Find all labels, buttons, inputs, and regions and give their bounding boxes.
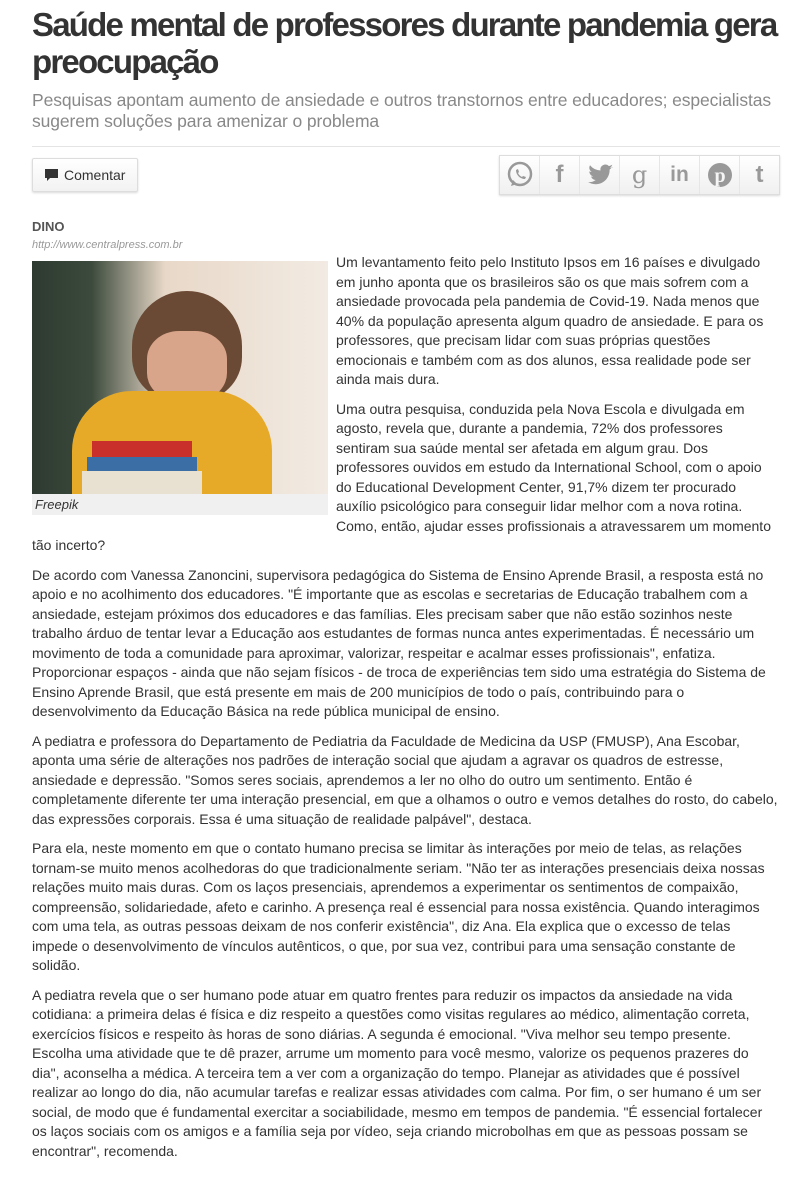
- author-name: DINO: [32, 219, 65, 234]
- paragraph: A pediatra revela que o ser humano pode atuar em quatro frentes para reduzir os impactos da ansiedade na vida cotidiana: a primeira delas é física e diz respeito a questões como visitas regulares ao médico, alimentação correta, exercícios físicos e respeito às horas de sono diárias. A segunda é emocional. "Viva melhor seu tempo presente. Escolha uma atividade que te dê prazer, arrume um momento para você mesmo, valorize os pequenos prazeres do dia", aconselha a médica. A terceira tem a ver com a organização do tempo. Planejar as atividades que é possível realizar ao longo do dia, não acumular tarefas e realizar essas atividades com calma. Por fim, o ser humano é um ser social, de modo que é fundamental exercitar a sociabilidade, mesmo em tempos de pandemia. "É essencial fortalecer os laços sociais com os amigos e a família seja por vídeo, seja criando microbolhas em que as pessoas possam se encontrar", recomenda.: [32, 986, 763, 1159]
- whatsapp-icon[interactable]: [500, 156, 540, 194]
- divider: [32, 146, 780, 147]
- twitter-icon[interactable]: [580, 156, 620, 194]
- pinterest-icon[interactable]: [700, 156, 740, 194]
- paragraph: A pediatra e professora do Departamento de Pediatria da Faculdade de Medicina da USP (FMUSP), Ana Escobar, aponta uma série de alterações nos padrões de interação social que ajudam a agravar os quadros de estresse, ansiedade e depressão. "Somos seres sociais, aprendemos a ler no olho do outro um sentimento. Então é completamente diferente ter uma interação presencial, em que a olhamos o outro e vemos detalhes do rosto, do cabelo, das expressões corporais. Essa é uma situação de realidade palpável", destaca.: [32, 732, 778, 827]
- paragraph: Para ela, neste momento em que o contato humano precisa se limitar às interações por meio de telas, as relações tornam-se muito menos acolhedoras do que tradicionalmente seriam. "Não ter as interações presenciais deixa nossas relações muito mais duras. Com os laços presenciais, aprendemos a experimentar os sentimentos de compaixão, compreensão, solidariedade, afeto e carinho. A presença real é essencial para nossa existência. Quando interagimos com uma tela, as outras pessoas deixam de nos conferir existência", diz Ana. Ela explica que o excesso de telas impede o desenvolvimento de vínculos autênticos, o que, por sua vez, contribui para uma sensação constante de solidão.: [32, 840, 765, 973]
- teacher-photo: [32, 261, 328, 494]
- article-title: Saúde mental de professores durante pandemia gera preocupação: [32, 6, 777, 80]
- svg-text:p: p: [713, 165, 726, 187]
- paragraph: Um levantamento feito pelo Instituto Ipsos em 16 países e divulgado em junho aponta que os brasileiros são os que mais sofrem com a ansiedade provocada pela pandemia de Covid-19. Nada menos que 40% da população apresenta algum quadro de ansiedade. E para os professores, que precisam lidar com suas próprias questões emocionais e também com as dos alunos, essa realidade pode ser ainda mais dura.: [336, 254, 764, 387]
- speech-bubble-icon: [45, 169, 58, 182]
- paragraph: De acordo com Vanessa Zanoncini, supervisora pedagógica do Sistema de Ensino Aprende Brasil, a resposta está no apoio e no acolhimento dos educadores. "É importante que as escolas e secretarias de Educação trabalhem com a ansiedade, estejam próximos dos educadores e das famílias. Eles precisam saber que não estão sozinhos neste trabalho árduo de tentar levar a Educação aos estudantes de formas nunca antes experimentadas. É necessário um movimento de toda a comunidade para aproximar, valorizar, respeitar e acalmar esses profissionais", enfatiza. Proporcionar espaços - ainda que não sejam físicos - de troca de experiências tem sido uma estratégia do Sistema de Ensino Aprende Brasil, que está presente em mais de 200 municípios de todo o país, contribuindo para o desenvolvimento da Educação Básica na rede pública municipal de ensino.: [32, 566, 766, 719]
- share-bar: [499, 155, 780, 195]
- article-figure: [32, 261, 328, 515]
- comment-button[interactable]: [32, 158, 138, 192]
- linkedin-icon[interactable]: in: [660, 156, 700, 194]
- action-bar: [32, 157, 780, 193]
- comment-button-label: Comentar: [64, 167, 126, 183]
- article-subtitle: Pesquisas apontam aumento de ansiedade e outros transtornos entre educadores; especialistas sugerem soluções para amenizar o problema: [32, 90, 772, 131]
- tumblr-icon[interactable]: t: [755, 161, 764, 188]
- paragraph: Uma outra pesquisa, conduzida pela Nova Escola e divulgada em agosto, revela que, durante a pandemia, 72% dos professores sentiram sua saúde mental ser afetada em algum grau. Dos professores ouvidos em estudo da International School, com o apoio do Educational Development Center, 91,7% dizem ter procurado auxílio psicológico para conseguir lidar melhor com a nova rotina. Como, então, ajudar esses profissionais a atravessarem um momento tão incerto?: [32, 400, 771, 553]
- article-body: [32, 253, 780, 1161]
- source-link[interactable]: http://www.centralpress.com.br: [32, 239, 183, 251]
- facebook-icon[interactable]: f: [540, 156, 580, 194]
- google-plus-icon[interactable]: g: [620, 156, 660, 194]
- image-caption: Freepik: [35, 497, 79, 512]
